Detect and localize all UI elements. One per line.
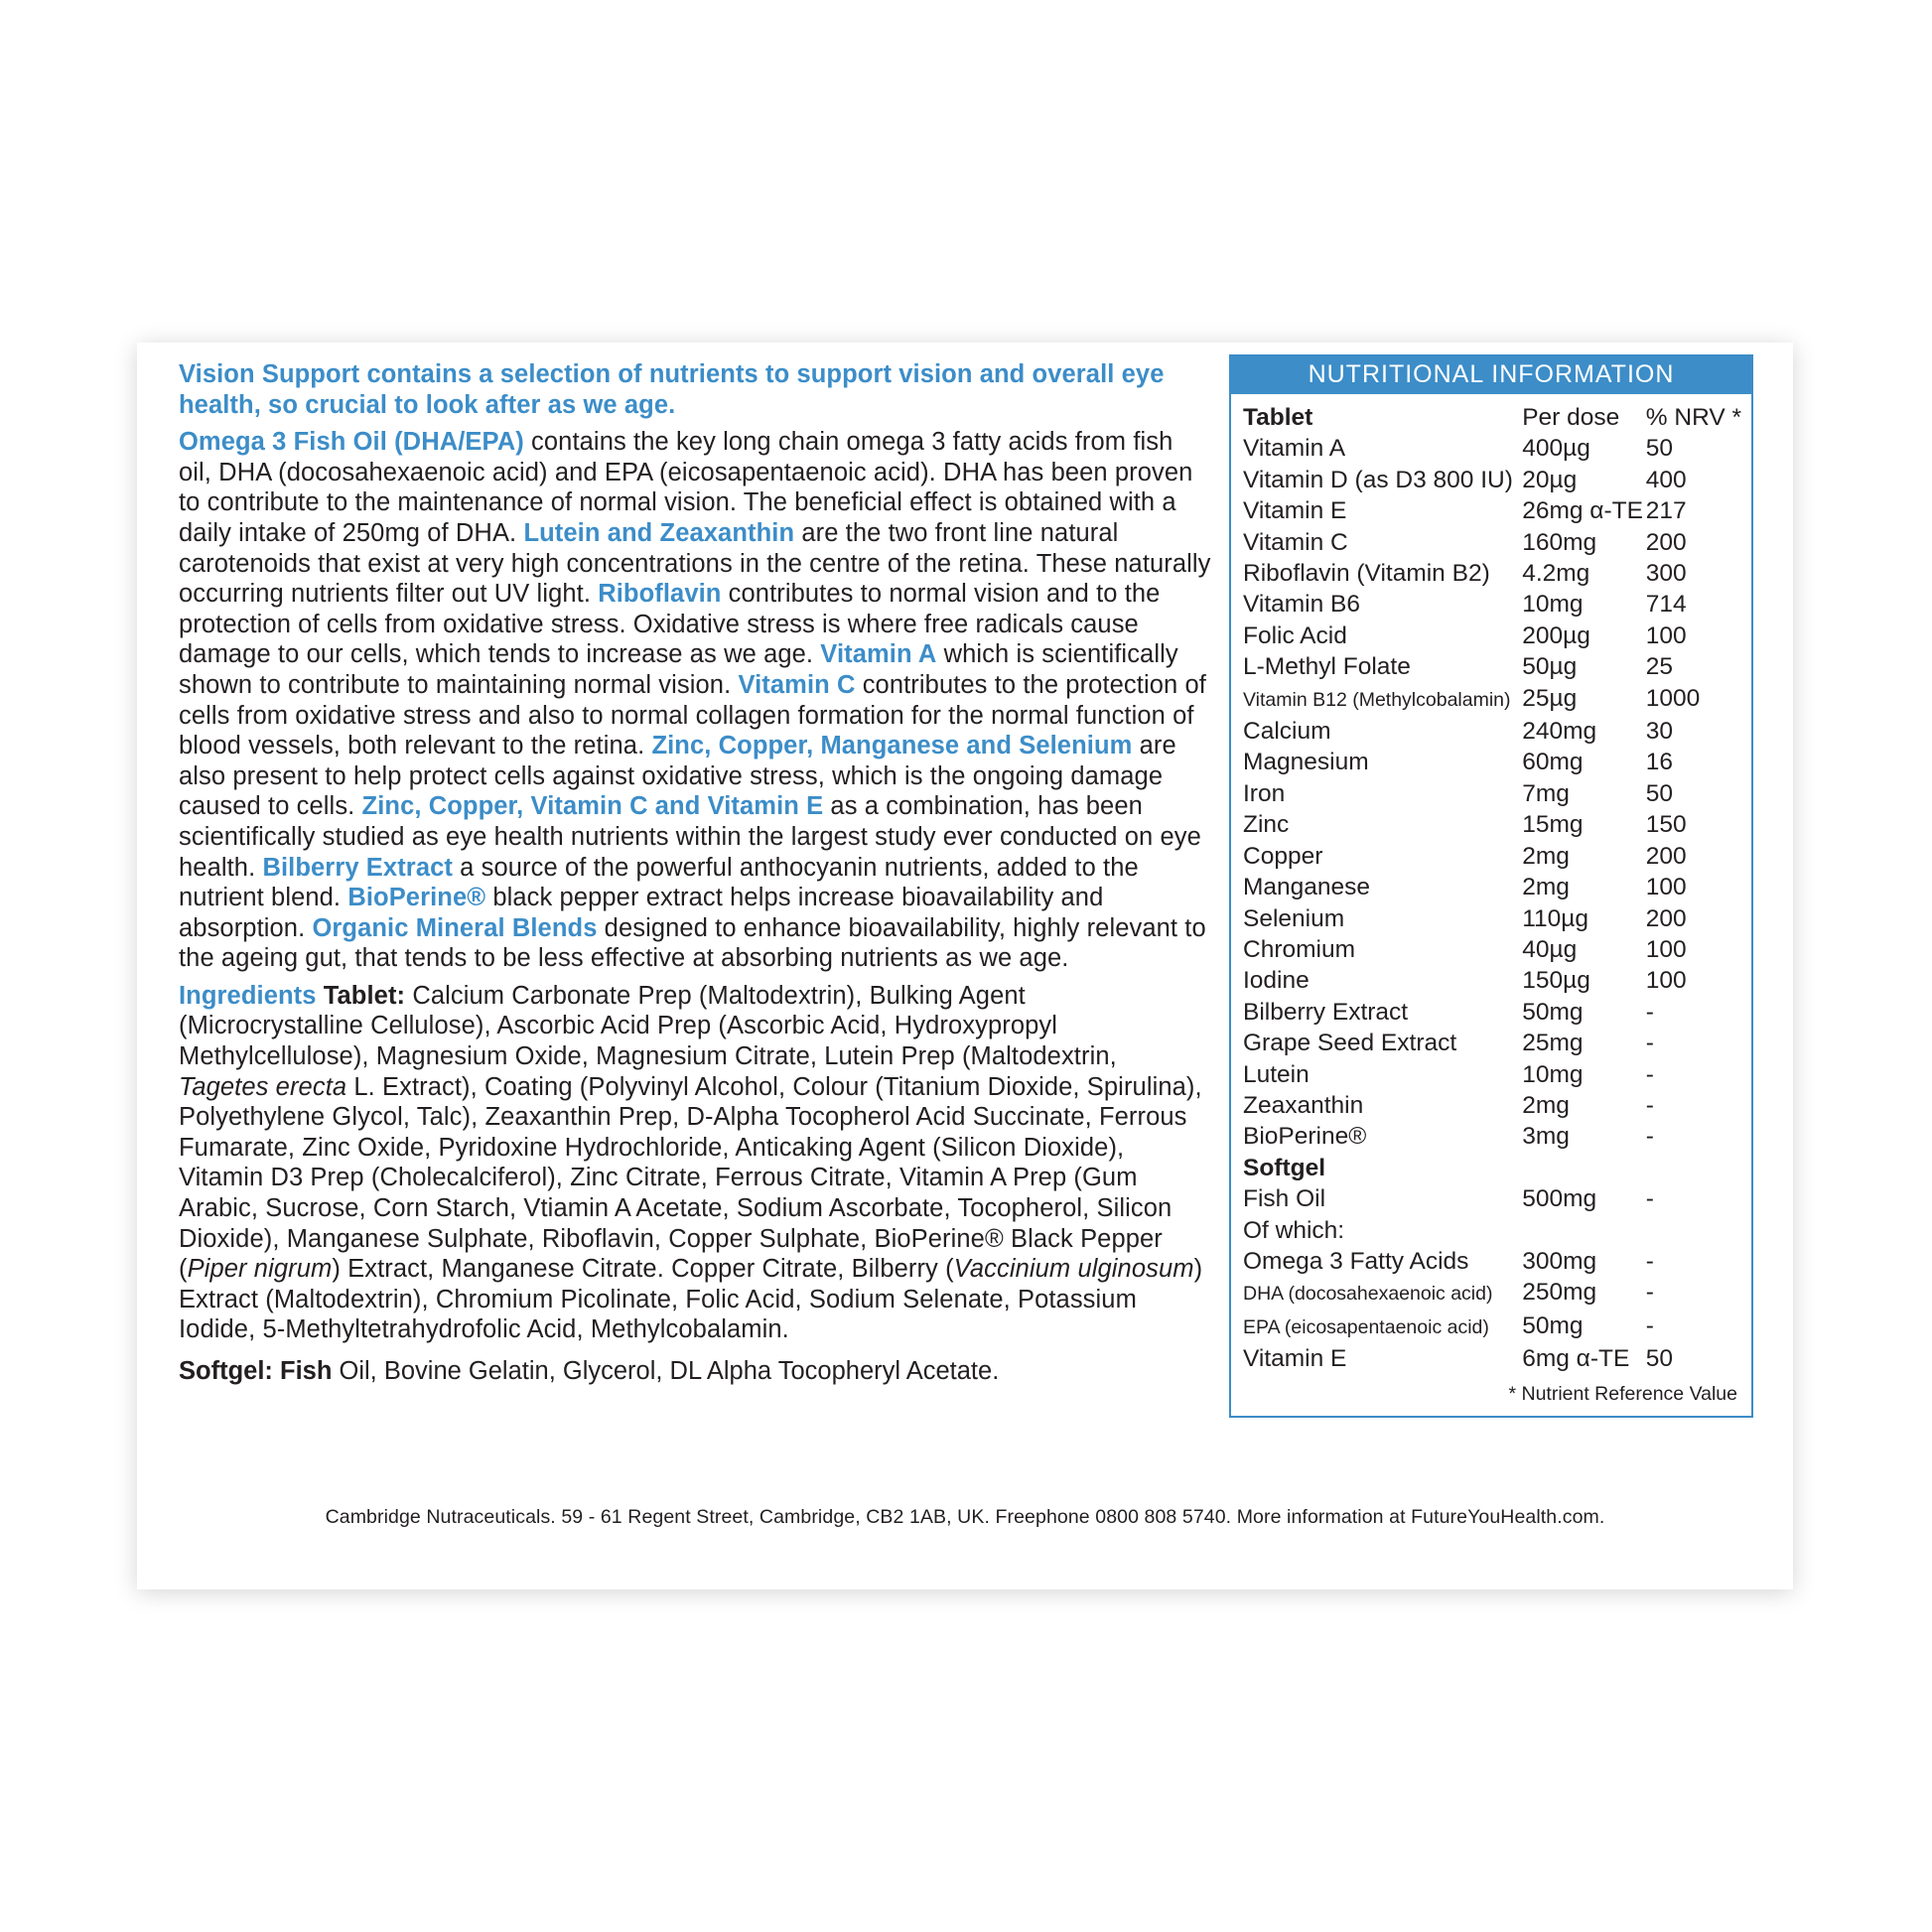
row-nrv: 150 xyxy=(1645,811,1687,839)
ingredients-text-3: ) Extract, Manganese Citrate. Copper Citrate, Bilberry ( xyxy=(332,1255,954,1284)
table-row xyxy=(1243,1246,1741,1277)
row-dose: 25mg xyxy=(1522,1030,1584,1057)
row-dose: 2mg xyxy=(1522,842,1570,870)
row-nrv: 714 xyxy=(1645,591,1687,619)
row-dose: 6mg α-TE xyxy=(1522,1345,1630,1373)
row-nrv: 50 xyxy=(1645,435,1674,463)
table-row xyxy=(1243,903,1741,934)
table-row xyxy=(1243,809,1741,840)
row-nrv: - xyxy=(1645,1030,1654,1057)
row-name: Iron xyxy=(1243,779,1286,807)
table-row xyxy=(1243,747,1741,777)
row-nrv: 16 xyxy=(1645,749,1674,776)
of-which-label: Of which: xyxy=(1243,1216,1345,1244)
softgel-section-header xyxy=(1243,1153,1741,1183)
row-name: Riboflavin (Vitamin B2) xyxy=(1243,560,1490,588)
body-text-10: designed to enhance bioavailability, highly relevant to the ageing gut, that tends to be less effective at absorbing nutrients as we age. xyxy=(179,913,1206,973)
table-row xyxy=(1243,1028,1741,1058)
row-dose: 4.2mg xyxy=(1522,560,1590,588)
softgel-text: Oil, Bovine Gelatin, Glycerol, DL Alpha Tocopheryl Acetate. xyxy=(332,1357,1000,1385)
row-dose: 160mg xyxy=(1522,528,1597,556)
softgel-header-label: Softgel xyxy=(1243,1154,1326,1181)
row-name: Manganese xyxy=(1243,874,1371,901)
table-row xyxy=(1243,1059,1741,1090)
row-name: Vitamin B12 (Methylcobalamin) xyxy=(1243,688,1511,711)
row-name: EPA (eicosapentaenoic acid) xyxy=(1243,1315,1489,1338)
softgel-fish-word: Fish xyxy=(280,1357,333,1385)
body-text-6: are also present to help protect cells against oxidative stress, which is the ongoing damage caused to cells. xyxy=(179,732,1176,821)
table-row xyxy=(1243,1121,1741,1152)
table-row xyxy=(1243,841,1741,872)
row-dose: 250mg xyxy=(1522,1279,1597,1307)
row-name: Omega 3 Fatty Acids xyxy=(1243,1247,1469,1275)
row-name: Calcium xyxy=(1243,718,1331,746)
table-row xyxy=(1243,558,1741,589)
row-name: Selenium xyxy=(1243,904,1345,932)
row-name: Fish Oil xyxy=(1243,1185,1326,1213)
company-footer: Cambridge Nutraceuticals. 59 - 61 Regent Street, Cambridge, CB2 1AB, UK. Freephone 0800 808 5740. More information at FutureYouHealth.com. xyxy=(325,1506,1605,1528)
row-dose: 15mg xyxy=(1522,811,1584,839)
of-which-row xyxy=(1243,1215,1741,1246)
body-text-7: as a combination, has been scientifically studied as eye health nutrients within the largest study ever conducted on eye health. xyxy=(179,792,1201,882)
row-name: Grape Seed Extract xyxy=(1243,1030,1457,1057)
table-row xyxy=(1243,465,1741,495)
term-bioperine: BioPerine® xyxy=(347,884,486,912)
body-text-3: contributes to normal vision and to the protection of cells from oxidative stress. Oxidative stress is where free radicals cause damage to our cells, which tends to increase as we age. xyxy=(179,580,1161,669)
row-name: Bilberry Extract xyxy=(1243,998,1409,1026)
row-nrv: - xyxy=(1645,1311,1654,1339)
nutritional-information-panel xyxy=(1229,354,1753,1418)
table-row xyxy=(1243,589,1741,620)
row-dose: 500mg xyxy=(1522,1185,1597,1213)
table-row xyxy=(1243,1183,1741,1214)
intro-lead-text: Vision Support contains a selection of nutrients to support vision and overall eye health, so crucial to look after as we age. xyxy=(179,360,1165,419)
term-lutein-zeaxanthin: Lutein and Zeaxanthin xyxy=(523,518,795,547)
table-row xyxy=(1243,872,1741,902)
term-combination: Zinc, Copper, Vitamin C and Vitamin E xyxy=(361,792,824,821)
row-dose: 50mg xyxy=(1522,998,1584,1026)
body-text-2: are the two front line natural carotenoids that exist at very high concentrations in the centre of the retina. These naturally occurring nutrients filter out UV light. xyxy=(179,518,1211,609)
row-nrv: 100 xyxy=(1645,935,1687,963)
table-row xyxy=(1243,527,1741,558)
row-name: Vitamin D (as D3 800 IU) xyxy=(1243,466,1513,493)
row-dose: 50µg xyxy=(1522,653,1578,681)
row-name: Zeaxanthin xyxy=(1243,1091,1364,1119)
term-riboflavin: Riboflavin xyxy=(598,580,722,609)
row-dose: 25µg xyxy=(1522,684,1578,712)
table-row xyxy=(1243,621,1741,651)
row-name: Chromium xyxy=(1243,935,1355,963)
term-organic-minerals: Organic Mineral Blends xyxy=(312,913,598,942)
header-per-dose: Per dose xyxy=(1522,404,1620,431)
row-dose: 50mg xyxy=(1522,1311,1584,1339)
row-nrv: 25 xyxy=(1645,653,1674,681)
body-text-5: contributes to the protection of cells from oxidative stress and also to normal collagen formation for the normal function of blood vessels, both relevant to the retina. xyxy=(179,670,1206,760)
ingredient-latin-piper: Piper nigrum xyxy=(187,1255,333,1284)
nutrition-table-body xyxy=(1243,402,1741,1375)
row-name: Vitamin A xyxy=(1243,435,1346,463)
table-header-row xyxy=(1243,402,1741,433)
row-dose: 26mg α-TE xyxy=(1522,497,1643,525)
row-dose: 240mg xyxy=(1522,718,1597,746)
table-row xyxy=(1243,934,1741,965)
row-nrv: - xyxy=(1645,1060,1654,1088)
nutritional-information-title: NUTRITIONAL INFORMATION xyxy=(1231,356,1751,394)
table-row xyxy=(1243,1090,1741,1121)
row-name: L-Methyl Folate xyxy=(1243,653,1411,681)
row-nrv: 200 xyxy=(1645,528,1687,556)
row-dose: 7mg xyxy=(1522,779,1570,807)
ingredients-text-1: Calcium Carbonate Prep (Maltodextrin), Bulking Agent (Microcrystalline Cellulose), Ascorbic Acid Prep (Ascorbic Acid, Hydroxypropyl Methylcellulose), Magnesium Oxide, Magnesium Citrate, Lutein Prep (Maltodextrin, xyxy=(179,981,1117,1071)
term-bilberry: Bilberry Extract xyxy=(262,853,453,882)
table-row xyxy=(1243,1343,1741,1374)
row-name: DHA (docosahexaenoic acid) xyxy=(1243,1283,1493,1306)
row-nrv: 200 xyxy=(1645,842,1687,870)
body-text-9: black pepper extract helps increase bioavailability and absorption. xyxy=(179,884,1104,942)
row-name: BioPerine® xyxy=(1243,1123,1367,1151)
body-text-4: which is scientifically shown to contribute to maintaining normal vision. xyxy=(179,640,1178,699)
row-name: Vitamin E xyxy=(1243,497,1347,525)
row-nrv: - xyxy=(1645,1123,1654,1151)
term-vitamin-c: Vitamin C xyxy=(738,670,856,699)
row-nrv: 200 xyxy=(1645,904,1687,932)
row-dose: 200µg xyxy=(1522,621,1590,649)
row-name: Vitamin E xyxy=(1243,1345,1347,1373)
description-column xyxy=(179,359,1211,1412)
body-text-1: contains the key long chain omega 3 fatty acids from fish oil, DHA (docosahexaenoic acid) and EPA (eicosapentaenoic acid). DHA has been proven to contribute to the maintenance of normal vision. The beneficial effect is obtained with a daily intake of 250mg of DHA. xyxy=(179,428,1193,547)
table-row xyxy=(1243,495,1741,526)
label-content xyxy=(137,343,1793,1589)
row-nrv: - xyxy=(1645,1279,1654,1307)
row-dose: 60mg xyxy=(1522,749,1584,776)
row-nrv: 30 xyxy=(1645,718,1674,746)
row-nrv: - xyxy=(1645,1185,1654,1213)
row-dose: 110µg xyxy=(1522,904,1589,932)
table-row xyxy=(1243,997,1741,1028)
ingredients-paragraph xyxy=(179,981,1211,1345)
table-row xyxy=(1243,778,1741,809)
product-label-card xyxy=(137,343,1793,1589)
row-dose: 2mg xyxy=(1522,874,1570,901)
term-minerals: Zinc, Copper, Manganese and Selenium xyxy=(651,732,1133,760)
row-nrv: 300 xyxy=(1645,560,1687,588)
header-nrv: % NRV * xyxy=(1645,404,1741,431)
ingredients-label: Ingredients xyxy=(179,981,317,1010)
row-nrv: - xyxy=(1645,1247,1654,1275)
term-omega3: Omega 3 Fish Oil (DHA/EPA) xyxy=(179,428,524,457)
intro-paragraph xyxy=(179,359,1211,420)
ingredient-latin-vaccinium: Vaccinium ulginosum xyxy=(953,1255,1194,1284)
table-row xyxy=(1243,683,1741,716)
row-dose: 10mg xyxy=(1522,591,1584,619)
row-nrv: 100 xyxy=(1645,874,1687,901)
row-dose: 400µg xyxy=(1522,435,1590,463)
row-dose: 3mg xyxy=(1522,1123,1570,1151)
row-nrv: 50 xyxy=(1645,1345,1674,1373)
table-row xyxy=(1243,716,1741,747)
term-vitamin-a: Vitamin A xyxy=(820,640,937,669)
row-name: Vitamin B6 xyxy=(1243,591,1361,619)
ingredients-text-4: ) Extract (Maltodextrin), Chromium Picolinate, Folic Acid, Sodium Selenate, Potassium Iodide, 5-Methyltetrahydrofolic Acid, Methylcobalamin. xyxy=(179,1255,1203,1344)
row-name: Folic Acid xyxy=(1243,621,1347,649)
tablet-label: Tablet: xyxy=(323,981,406,1010)
row-name: Lutein xyxy=(1243,1060,1310,1088)
row-name: Copper xyxy=(1243,842,1323,870)
row-nrv: 50 xyxy=(1645,779,1674,807)
row-nrv: 100 xyxy=(1645,621,1687,649)
row-nrv: 1000 xyxy=(1645,684,1701,712)
row-name: Magnesium xyxy=(1243,749,1369,776)
table-row xyxy=(1243,433,1741,464)
row-dose: 300mg xyxy=(1522,1247,1597,1275)
row-dose: 20µg xyxy=(1522,466,1578,493)
body-text-8: a source of the powerful anthocyanin nutrients, added to the nutrient blend. xyxy=(179,853,1139,912)
table-row xyxy=(1243,651,1741,682)
row-nrv: - xyxy=(1645,1091,1654,1119)
row-name: Iodine xyxy=(1243,967,1310,995)
table-row xyxy=(1243,965,1741,996)
row-nrv: 100 xyxy=(1645,967,1687,995)
row-dose: 2mg xyxy=(1522,1091,1570,1119)
nrv-footnote: * Nutrient Reference Value xyxy=(1508,1382,1737,1405)
row-dose: 10mg xyxy=(1522,1060,1584,1088)
row-nrv: - xyxy=(1645,998,1654,1026)
table-row xyxy=(1243,1311,1741,1343)
ingredient-latin-tagetes: Tagetes erecta xyxy=(179,1072,347,1101)
row-name: Vitamin C xyxy=(1243,528,1348,556)
softgel-label: Softgel: xyxy=(179,1357,273,1385)
row-nrv: 400 xyxy=(1645,466,1687,493)
row-nrv: 217 xyxy=(1645,497,1687,525)
softgel-ingredients-line xyxy=(179,1356,1211,1387)
table-row xyxy=(1243,1277,1741,1310)
ingredients-text-2: L. Extract), Coating (Polyvinyl Alcohol, Colour (Titanium Dioxide, Spirulina), Polyethylene Glycol, Talc), Zeaxanthin Prep, D-Alpha Tocopherol Acid Succinate, Ferrous Fumarate, Zinc Oxide, Pyridoxine Hydrochloride, Anticaking Agent (Silicon Dioxide), Vitamin D3 Prep (Cholecalciferol), Zinc Citrate, Ferrous Citrate, Vitamin A Prep (Gum Arabic, Sucrose, Corn Starch, Vtiamin A Acetate, Sodium Ascorbate, Tocopherol, Silicon Dioxide), Manganese Sulphate, Riboflavin, Copper Sulphate, BioPerine® Black Pepper ( xyxy=(179,1072,1202,1284)
nutritional-information-body xyxy=(1231,394,1751,1416)
row-dose: 150µg xyxy=(1522,967,1590,995)
row-name: Zinc xyxy=(1243,811,1290,839)
nutrition-table xyxy=(1243,402,1741,1375)
nutrient-description-paragraph xyxy=(179,427,1211,974)
row-dose: 40µg xyxy=(1522,935,1578,963)
header-tablet: Tablet xyxy=(1243,404,1313,431)
